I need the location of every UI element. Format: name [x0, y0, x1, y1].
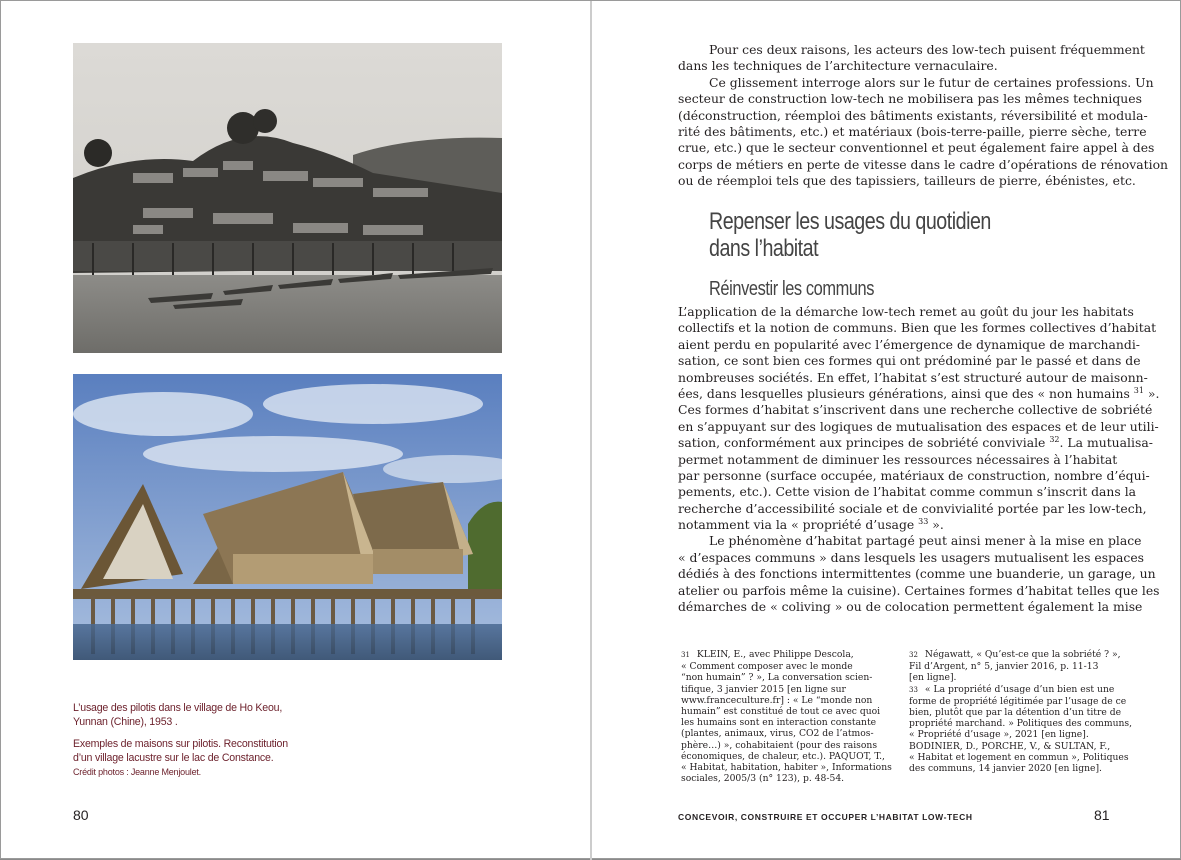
- section-heading-line-2: dans l’habitat: [709, 235, 819, 262]
- para-4-line-1: Le phénomène d’habitat partagé peut ainsi mener à la mise en place: [709, 533, 1142, 549]
- para-2-line-6: corps de métiers en perte de vitesse dans le cadre d’opérations de rénovation: [678, 156, 1169, 172]
- caption-1-line-2: Yunnan (Chine), 1953 .: [73, 716, 178, 728]
- para-3-line-12: pements, etc.). Cette vision de l’habitat comme commun s’inscrit dans la: [678, 484, 1137, 500]
- para-3-line-5: nombreuses sociétés. En effet, l’habitat s’est structuré autour de maisonn-: [678, 369, 1148, 385]
- caption-2-line-2: d’un village lacustre sur le lac de Constance.: [73, 752, 274, 764]
- body-text-main: [678, 304, 1160, 615]
- para-3-line-6: ées, dans lesquelles plusieurs générations, ainsi que des « non humains $^{31}$ ».: [678, 385, 1160, 401]
- footnote-num-32: 32: [909, 651, 918, 659]
- section-heading: [709, 208, 1053, 262]
- section-heading-line-1: Repenser les usages du quotidien: [709, 208, 991, 235]
- para-2-line-3: (déconstruction, réemploi des bâtiments existants, réversibilité et modula-: [678, 107, 1148, 123]
- para-3-line-10: permet notamment de diminuer les ressources nécessaires à l’habitat: [678, 451, 1118, 467]
- footnote-ref-33[interactable]: 33: [918, 516, 929, 526]
- para-3-line-7: Ces formes d’habitat s’inscrivent dans une recherche collective de sobriété: [678, 402, 1153, 418]
- para-3-line-1: L’application de la démarche low-tech remet au goût du jour les habitats: [678, 304, 1134, 319]
- page-number-left: 80: [73, 807, 89, 823]
- photo-lake-dwellings: [73, 374, 502, 660]
- page-number-right: 81: [1094, 807, 1110, 823]
- para-2-line-5: crue, etc.) que le secteur conventionnel et peut également faire appel à des: [678, 140, 1155, 156]
- para-4-line-2: « d’espaces communs » dans lesquels les usagers mutualisent les espaces: [678, 549, 1145, 565]
- para-3-line-4: sation, ce sont bien ces formes qui ont prédominé par le passé et dans de: [678, 353, 1141, 369]
- para-3-line-8: en s’appuyant sur des logiques de mutualisation des espaces et de leur utili-: [678, 418, 1159, 434]
- para-2-line-4: rité des bâtiments, etc.) et matériaux (bois-terre-paille, pierre sèche, terre: [678, 123, 1147, 139]
- subsection-heading: Réinvestir les communs: [709, 278, 875, 300]
- footnote-num-31: 31: [681, 651, 690, 659]
- para-4-line-4: atelier ou parfois même la cuisine). Certaines formes d’habitat telles que les: [678, 582, 1160, 598]
- footnote-31: 31 KLEIN, E., avec Philippe Descola, « Comment composer avec le monde “non humain” ? », La conversation scien- tifique, 3 janvier 2015 [en ligne sur www.franceculture.fr] : « Le “monde non humain” est constitué de tout ce avec quoi les humains sont en interaction constante (plantes, animaux, virus, CO2 de l’atmos- phère…) », cohabitaient (pour des raisons économiques, de chaleur, etc.). PAQUOT, T., « Habitat, habitation, habiter », Informations sociales, 2005/3 (n° 123), p. 48-54.: [681, 649, 892, 785]
- para-2-line-7: ou de réemploi tels que des tapissiers, tailleurs de pierre, ébénistes, etc.: [678, 173, 1136, 189]
- para-3-line-9: sation, conformément aux principes de sobriété conviviale $^{32}$. La mutualisa-: [678, 435, 1153, 451]
- photo-stilt-village-bw: [73, 43, 502, 353]
- gutter: [590, 1, 592, 860]
- para-4-line-5: démarches de « coliving » ou de colocation permettent également la mise: [678, 599, 1143, 615]
- para-3-line-13: recherche d’accessibilité sociale et de convivialité portée par les low-tech,: [678, 500, 1147, 516]
- para-1-line-1: Pour ces deux raisons, les acteurs des low-tech puisent fréquemment: [709, 42, 1145, 57]
- body-text-top: [678, 42, 1169, 190]
- footnote-ref-32[interactable]: 32: [1049, 435, 1060, 444]
- caption-1-line-1: L’usage des pilotis dans le village de Ho Keou,: [73, 702, 283, 714]
- para-1-line-2: dans les techniques de l’architecture vernaculaire.: [678, 58, 998, 74]
- footnote-ref-31[interactable]: 31: [1133, 385, 1144, 395]
- caption-2-line-1: Exemples de maisons sur pilotis. Reconstitution: [73, 738, 288, 750]
- photo-captions: [73, 701, 303, 779]
- para-3-line-14: notamment via la « propriété d’usage $^{33}$ ».: [678, 516, 944, 533]
- para-3-line-11: par personne (surface occupée, matériaux de construction, nombre d’équi-: [678, 467, 1150, 483]
- running-head: CONCEVOIR, CONSTRUIRE ET OCCUPER L’HABITAT LOW-TECH: [678, 812, 973, 822]
- footnote-num-33: 33: [909, 685, 918, 694]
- para-4-line-3: dédiés à des fonctions intermittentes (comme une buanderie, un garage, un: [678, 566, 1156, 582]
- para-3-line-2: collectifs et la notion de communs. Bien que les formes collectives d’habitat: [678, 320, 1157, 336]
- para-3-line-3: aient perdu en popularité avec l’émergence de dynamique de marchandi-: [678, 336, 1140, 352]
- photo-credit: Crédit photos : Jeanne Menjoulet.: [73, 767, 201, 777]
- para-2-line-1: Ce glissement interroge alors sur le futur de certaines professions. Un: [709, 74, 1154, 90]
- para-2-line-2: secteur de construction low-tech ne mobilisera pas les mêmes techniques: [678, 91, 1142, 107]
- footnotes-32-33: 32 Négawatt, « Qu’est-ce que la sobriété ? », Fil d’Argent, n° 5, janvier 2016, p. 11-13 [en ligne]. 33 « La propriété d’usage d’un bien est une forme de propriété légitimée par l’usage de ce bien, plutôt que par la détention d’un titre de propriété marchand. » Politiques des communs, « Propriété d’usage », 2021 [en ligne]. BODINIER, D., PORCHE, V., & SULTAN, F., « Habitat et logement en commun », Politiques des communs, 14 janvier 2020 [en ligne].: [909, 649, 1133, 775]
